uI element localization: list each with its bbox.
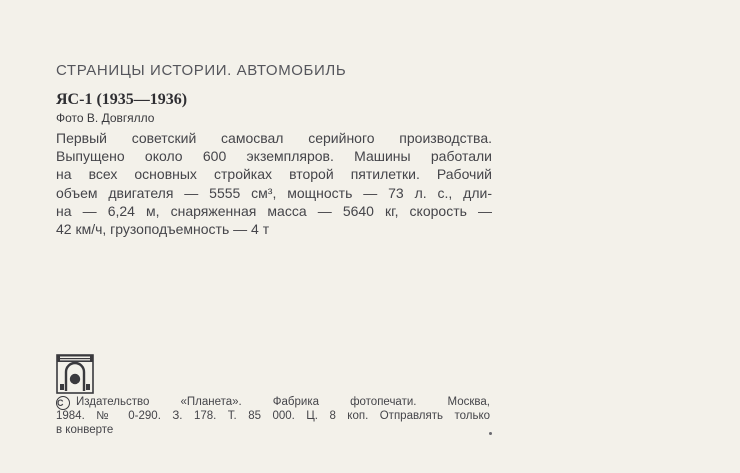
photo-credit: Фото В. Довгялло (56, 111, 155, 125)
publisher-line (56, 396, 490, 410)
description-line: 42 км/ч, грузоподъемность — 4 т (56, 221, 270, 238)
description-line: Первый советский самосвал серийного производства. (56, 130, 492, 146)
description-line: Выпущено около 600 экземпляров. Машины работали (56, 148, 492, 165)
card-title: ЯС-1 (1935—1936) (56, 91, 188, 108)
publisher-line: в конверте (56, 423, 114, 436)
print-mark (489, 432, 492, 435)
description-line: на всех основных стройках второй пятилетки. Рабочий (56, 166, 492, 183)
publisher-line-text: Издательство «Планета». Фабрика фотопечати. Москва, (76, 396, 490, 408)
description-line: объем двигателя — 5555 см³, мощность — 73 л. с., дли- (56, 184, 492, 201)
planeta-publisher-logo-icon (56, 354, 94, 394)
series-title: СТРАНИЦЫ ИСТОРИИ. АВТОМОБИЛЬ (56, 62, 347, 79)
publisher-imprint (56, 396, 490, 437)
description-text (56, 129, 492, 238)
description-line: на — 6,24 м, снаряженная масса — 5640 кг, скорость — (56, 202, 492, 219)
copyright-icon: C (56, 396, 70, 410)
publisher-line: 1984. № 0-290. З. 178. Т. 85 000. Ц. 8 коп. Отправлять только (56, 410, 490, 422)
